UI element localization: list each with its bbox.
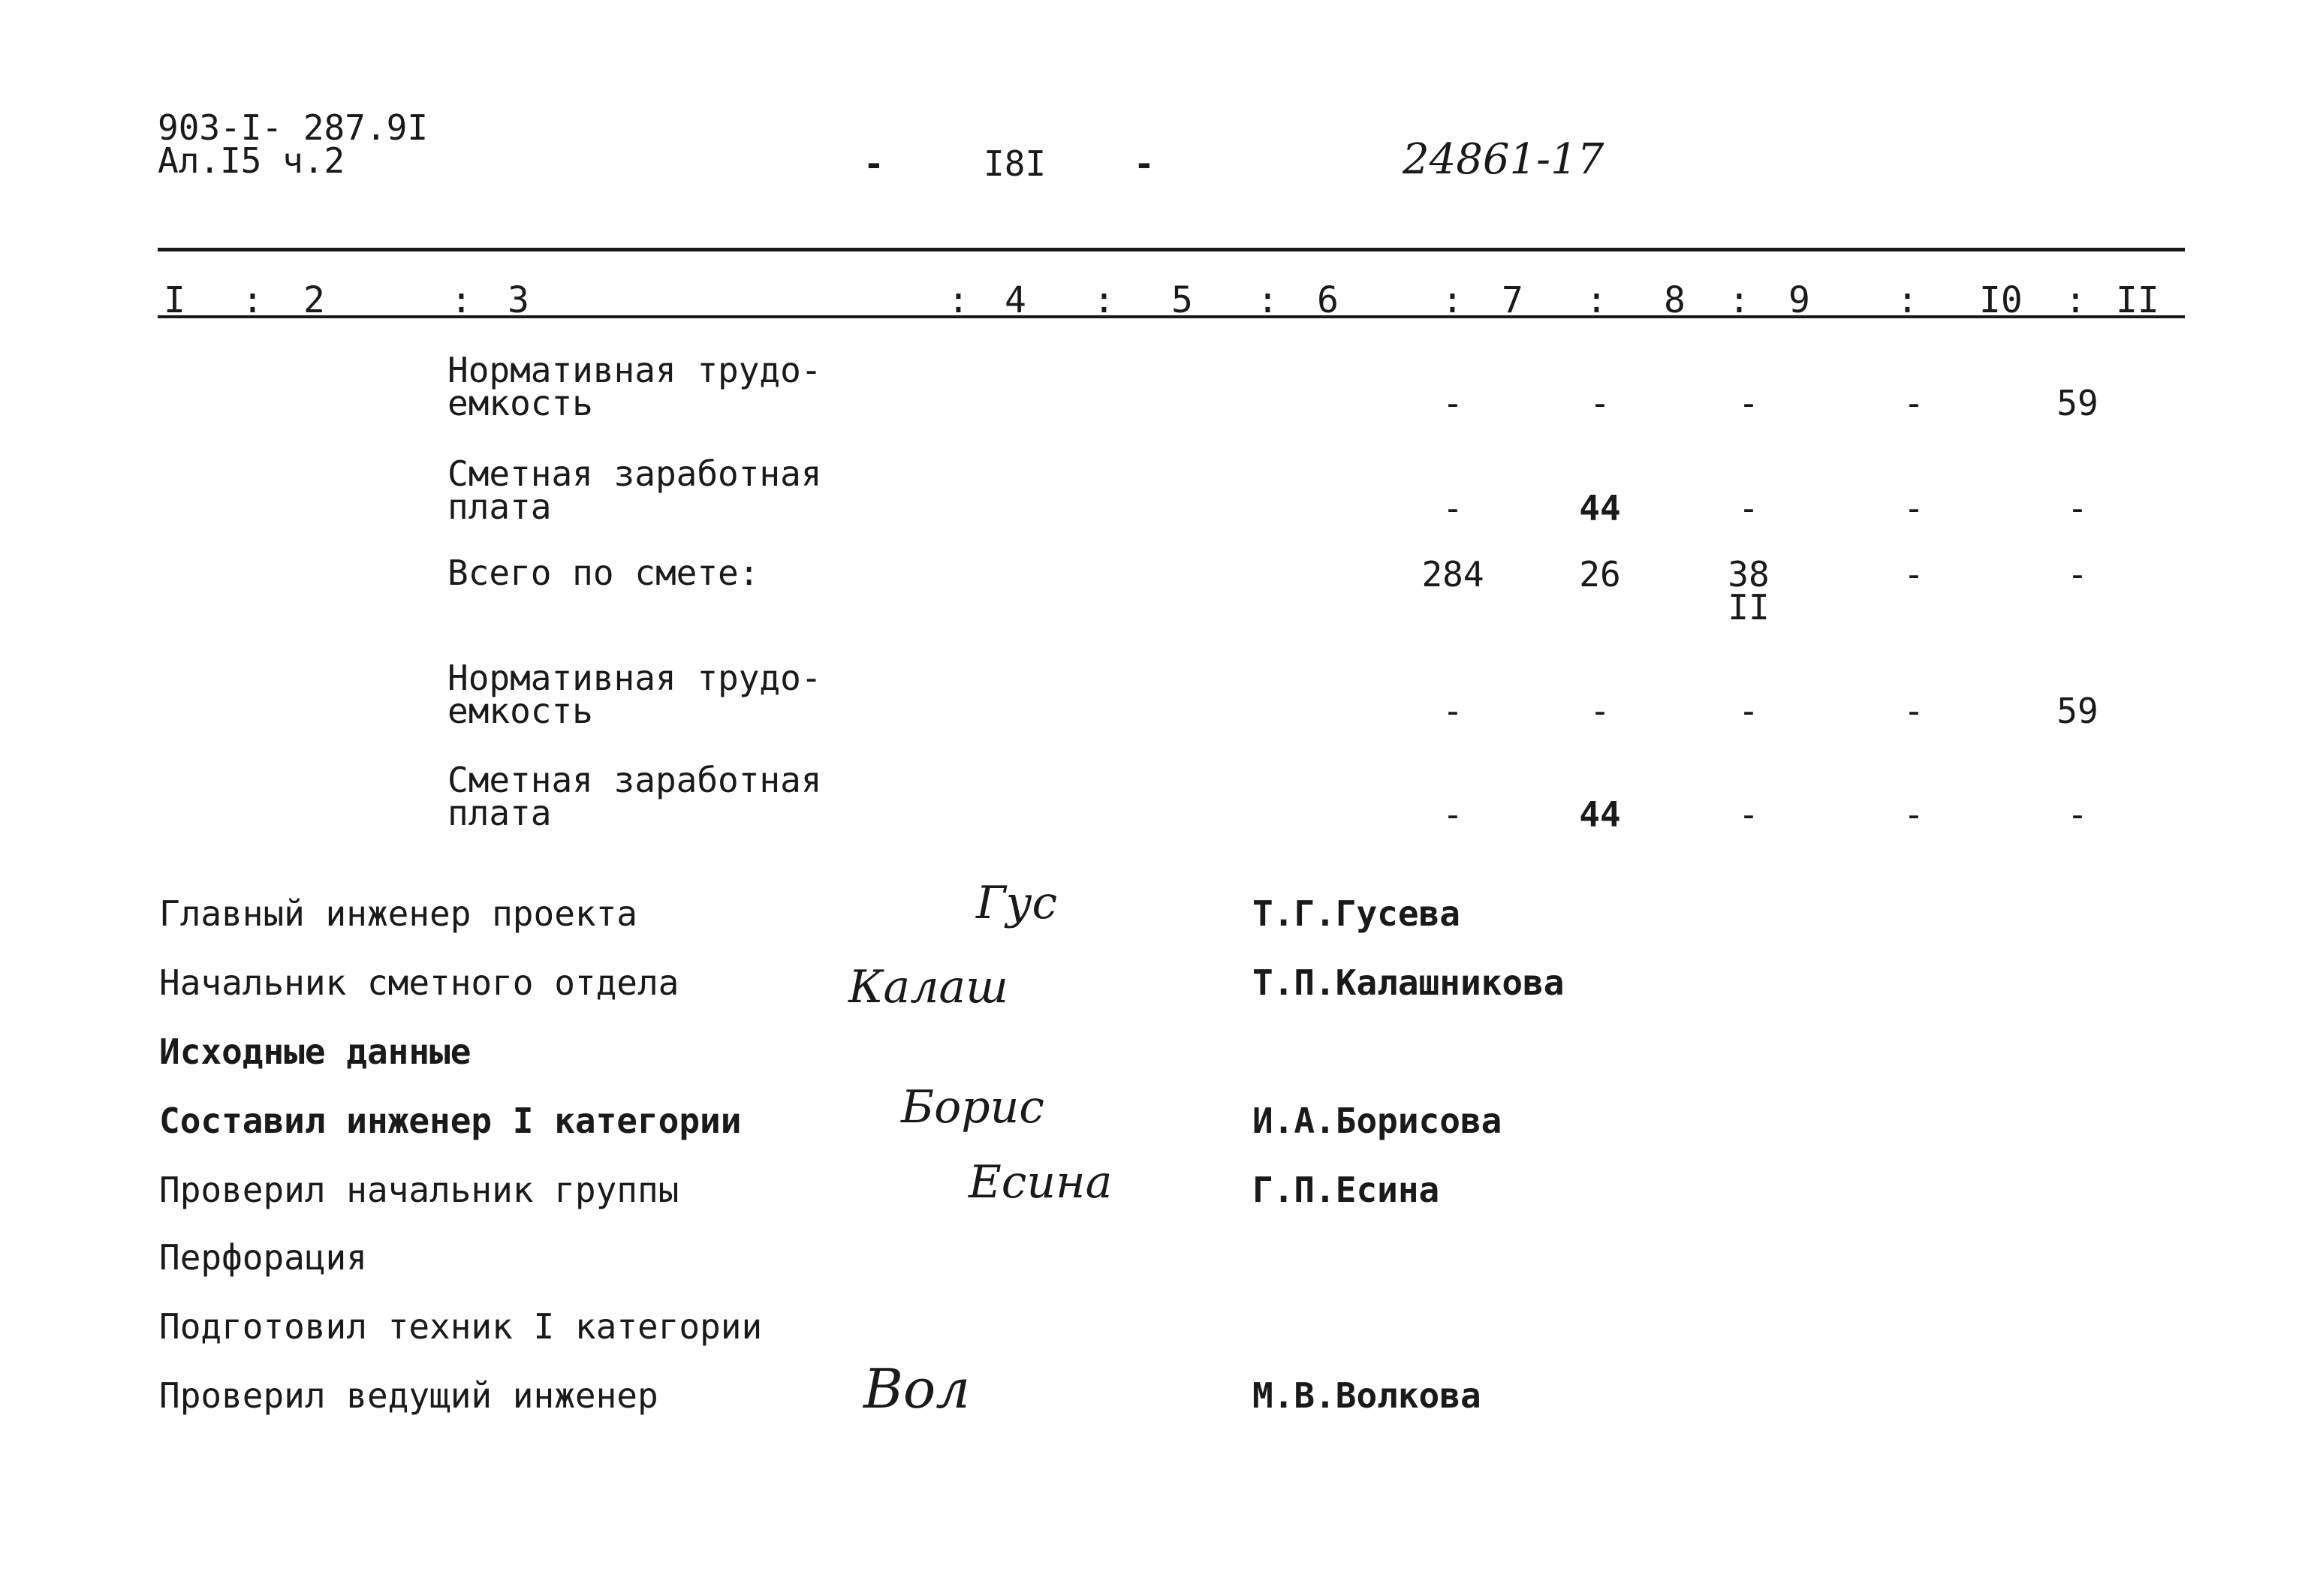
signature-role: Исходные данные <box>159 1031 472 1072</box>
cell-col7: - <box>1442 383 1463 423</box>
cell-col7: - <box>1442 488 1463 528</box>
column-separator: : <box>1257 279 1279 321</box>
row-label-line: плата <box>447 793 552 833</box>
handwritten-signature: Вол <box>863 1357 971 1420</box>
cell-col8: 26 <box>1579 554 1621 595</box>
signatory-name: И.А.Борисова <box>1252 1101 1502 1141</box>
cell-col11: - <box>2067 488 2088 528</box>
signature-role: Главный инженер проекта <box>159 893 637 934</box>
cell-col7: - <box>1442 794 1463 835</box>
cell-col8: - <box>1589 383 1610 423</box>
column-number: 5 <box>1171 279 1193 321</box>
row-label-line: емкость <box>447 383 593 423</box>
column-number: 6 <box>1317 279 1339 321</box>
column-separator: : <box>1093 279 1115 321</box>
column-number: I <box>164 279 185 321</box>
page-dash-left: - <box>863 143 884 184</box>
cell-col10: - <box>1903 691 1924 731</box>
cell-col7: - <box>1442 691 1463 731</box>
column-separator: : <box>242 279 264 321</box>
top-rule <box>158 248 2185 251</box>
column-separator: : <box>1897 279 1918 321</box>
signatory-name: Т.П.Калашникова <box>1252 962 1565 1003</box>
row-label-line: Всего по смете: <box>447 553 760 593</box>
column-number: 3 <box>508 279 529 321</box>
signature-role: Проверил начальник группы <box>159 1170 679 1210</box>
column-separator: : <box>2065 279 2087 321</box>
cell-col9: - <box>1738 488 1759 528</box>
row-label-line: Сметная заработная <box>447 453 822 494</box>
cell-col9: 38 <box>1728 554 1770 595</box>
document-code: 903-I- 287.9I <box>158 107 429 148</box>
signatory-name: Т.Г.Гусева <box>1252 893 1460 934</box>
cell-col9-line2: II <box>1728 587 1770 628</box>
signature-role: Проверил ведущий инженер <box>159 1375 658 1416</box>
signatory-name: М.В.Волкова <box>1252 1375 1481 1416</box>
handwritten-signature: Борис <box>901 1081 1044 1134</box>
row-label-line: Сметная заработная <box>447 760 822 800</box>
row-label-line: Нормативная трудо- <box>447 350 822 390</box>
sheet-reference: Ал.I5 ч.2 <box>158 140 345 181</box>
column-separator: : <box>1442 279 1463 321</box>
handwritten-signature: Есина <box>969 1156 1113 1209</box>
cell-col8: 44 <box>1579 488 1621 528</box>
column-separator: : <box>1728 279 1750 321</box>
column-separator: : <box>1586 279 1607 321</box>
column-number: I0 <box>1979 279 2023 321</box>
cell-col11: - <box>2067 554 2088 595</box>
cell-col10: - <box>1903 554 1924 595</box>
column-number: 4 <box>1005 279 1026 321</box>
signature-role: Перфорация <box>159 1237 367 1278</box>
cell-col9: - <box>1738 794 1759 835</box>
page-number: I8I <box>984 143 1047 184</box>
cell-col7: 284 <box>1421 554 1484 595</box>
column-number: 9 <box>1788 279 1810 321</box>
cell-col8: 44 <box>1579 794 1621 835</box>
column-separator: : <box>948 279 969 321</box>
signature-role: Составил инженер I категории <box>159 1101 742 1141</box>
row-label-line: Нормативная трудо- <box>447 658 822 698</box>
cell-col9: - <box>1738 691 1759 731</box>
cell-col11: 59 <box>2056 691 2099 731</box>
signature-role: Начальник сметного отдела <box>159 962 679 1003</box>
cell-col11: 59 <box>2056 383 2099 423</box>
cell-col11: - <box>2067 794 2088 835</box>
row-label-line: емкость <box>447 691 593 731</box>
cell-col8: - <box>1589 691 1610 731</box>
column-number: 8 <box>1664 279 1686 321</box>
page-dash-right: - <box>1134 143 1155 184</box>
cell-col9: - <box>1738 383 1759 423</box>
column-number: 7 <box>1502 279 1523 321</box>
column-separator: : <box>450 279 472 321</box>
cell-col10: - <box>1903 383 1924 423</box>
signature-role: Подготовил техник I категории <box>159 1306 763 1347</box>
cell-col10: - <box>1903 488 1924 528</box>
handwritten-signature: Калаш <box>848 961 1009 1013</box>
column-number: 2 <box>303 279 325 321</box>
archive-number: 24861-17 <box>1403 135 1604 184</box>
row-label-line: плата <box>447 486 552 527</box>
column-number: II <box>2116 279 2159 321</box>
handwritten-signature: Гус <box>976 877 1058 929</box>
cell-col10: - <box>1903 794 1924 835</box>
signatory-name: Г.П.Есина <box>1252 1170 1440 1210</box>
